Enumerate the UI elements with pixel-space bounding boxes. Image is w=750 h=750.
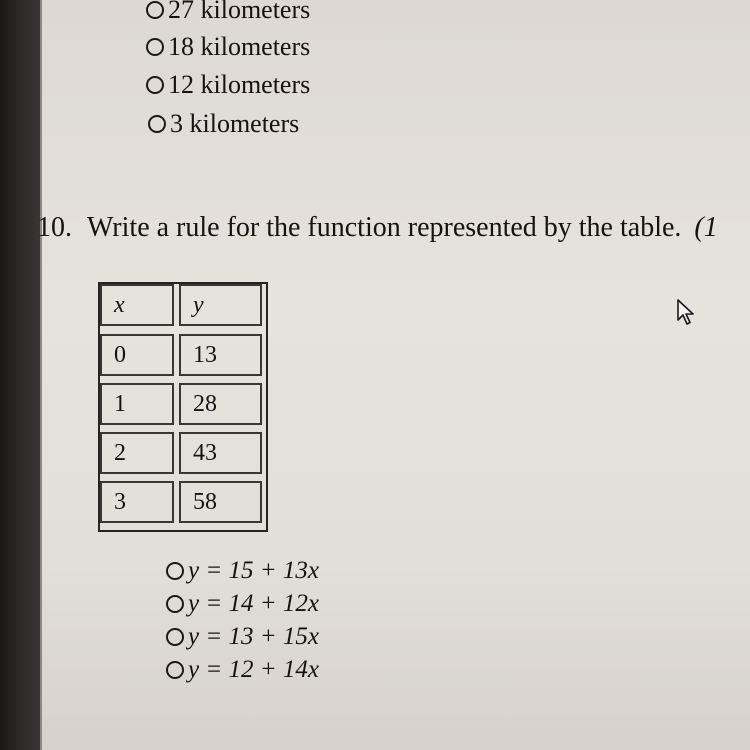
answer-option-3[interactable]: [166, 619, 319, 655]
answer-option-1[interactable]: [166, 553, 319, 589]
table-cell-x: 3: [100, 481, 174, 523]
question-text: Write a rule for the function represented by the table.: [87, 212, 682, 243]
prev-option-3[interactable]: [146, 67, 310, 103]
mouse-pointer-icon: [676, 298, 698, 333]
table-cell-y: 58: [179, 481, 262, 523]
answer-label: y = 13 + 15x: [188, 623, 319, 650]
prev-option-label: 18 kilometers: [168, 32, 311, 61]
table-cell-x: 0: [100, 334, 174, 376]
table-cell-y: 28: [179, 383, 262, 425]
prev-option-label: 27 kilometers: [168, 0, 311, 24]
function-table: [98, 282, 268, 532]
radio-circle-icon[interactable]: [166, 595, 184, 613]
radio-circle-icon[interactable]: [166, 562, 184, 580]
radio-circle-icon[interactable]: [148, 115, 166, 133]
radio-circle-icon[interactable]: [166, 628, 184, 646]
question-10: [37, 212, 718, 244]
table-cell-y: 13: [179, 334, 262, 376]
table-cell-x: 1: [100, 383, 174, 425]
prev-option-4[interactable]: [148, 106, 299, 142]
answer-label: y = 15 + 13x: [188, 557, 319, 584]
page-edge-line: [40, 0, 42, 750]
prev-option-label: 3 kilometers: [170, 109, 300, 138]
answer-option-4[interactable]: [166, 652, 319, 688]
screen-bezel-left: [0, 0, 40, 750]
answer-label: y = 12 + 14x: [188, 656, 319, 683]
table-cell-x: 2: [100, 432, 174, 474]
radio-circle-icon[interactable]: [146, 76, 164, 94]
prev-option-1[interactable]: [146, 0, 310, 28]
answer-option-2[interactable]: [166, 586, 319, 622]
prev-option-label: 12 kilometers: [168, 70, 311, 99]
answer-label: y = 14 + 12x: [188, 590, 319, 617]
question-points-cut: (1: [694, 212, 718, 243]
table-cell-y: 43: [179, 432, 262, 474]
table-header-x: x: [100, 284, 174, 326]
question-number: 10.: [37, 212, 72, 243]
radio-circle-icon[interactable]: [166, 661, 184, 679]
radio-circle-icon[interactable]: [146, 38, 164, 56]
prev-option-2[interactable]: [146, 29, 310, 65]
radio-circle-icon[interactable]: [146, 1, 164, 19]
table-header-y: y: [179, 284, 262, 326]
